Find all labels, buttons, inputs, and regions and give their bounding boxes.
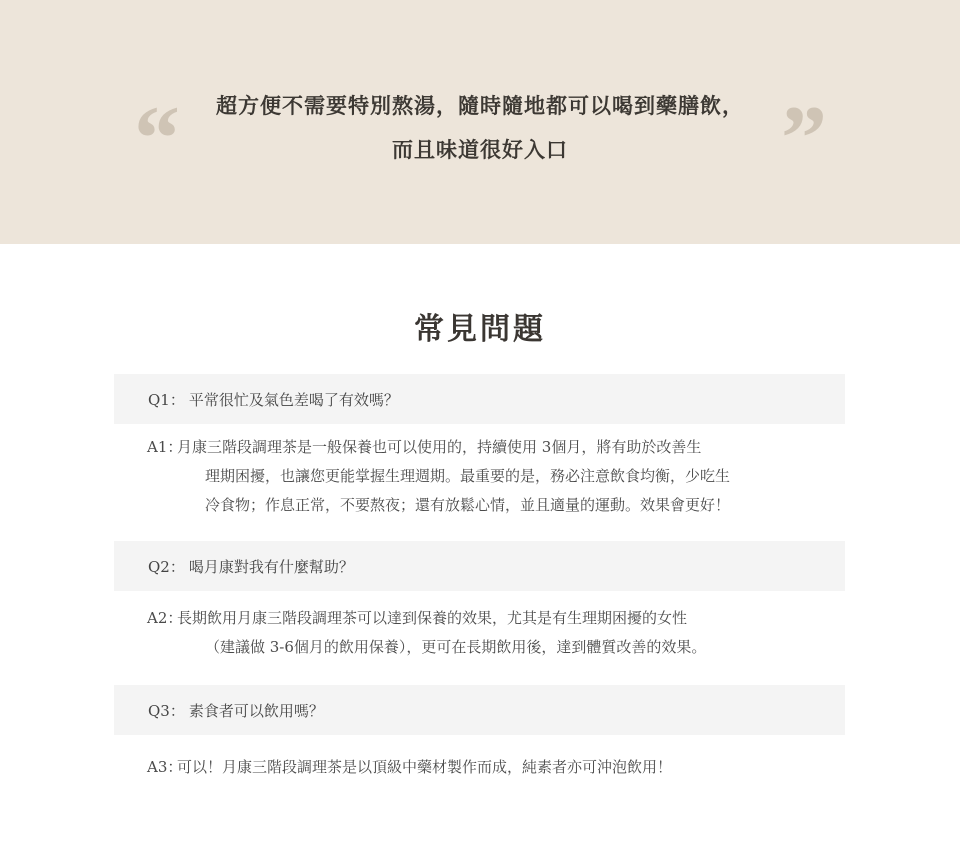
answer-label: A3： <box>147 758 183 776</box>
testimonial-line-1: 超方便不需要特別熬湯，隨時隨地都可以喝到藥膳飲， <box>216 93 744 118</box>
question-label: Q2： <box>148 558 185 576</box>
answer-line: 長期飲用月康三階段調理茶可以達到保養的效果，尤其是有生理期困擾的女性 <box>177 609 688 627</box>
question-text: 平常很忙及氣色差喝了有效嗎？ <box>188 391 399 409</box>
answer-line: （建議做 3-6個月的飲用保養），更可在長期飲用後，達到體質改善的效果。 <box>205 638 707 656</box>
answer-line: 冷食物；作息正常，不要熬夜；還有放鬆心情，並且適量的運動。效果會更好！ <box>205 496 731 514</box>
faq-title: 常見問題 <box>414 312 546 347</box>
faq-question-3 <box>114 685 845 735</box>
faq-question-2 <box>114 541 845 591</box>
answer-line: 月康三階段調理茶是一般保養也可以使用的，持續使用 3個月，將有助於改善生 <box>177 438 702 456</box>
question-label: Q3： <box>148 702 185 720</box>
answer-label: A2： <box>147 609 183 627</box>
question-text: 喝月康對我有什麼幫助？ <box>188 558 354 576</box>
question-label: Q1： <box>148 391 185 409</box>
answer-line: 理期困擾，也讓您更能掌握生理週期。最重要的是，務必注意飲食均衡，少吃生 <box>205 467 731 485</box>
testimonial-line-2: 而且味道很好入口 <box>392 137 568 162</box>
answer-line: 可以！月康三階段調理茶是以頂級中藥材製作而成，純素者亦可沖泡飲用！ <box>177 758 673 776</box>
open-quote-icon: “ <box>134 87 180 189</box>
faq-answer-2 <box>147 604 827 662</box>
faq-answer-3 <box>147 753 827 782</box>
faq-question-1 <box>114 374 845 424</box>
answer-label: A1： <box>147 438 183 456</box>
testimonial-banner <box>0 0 960 244</box>
question-text: 素食者可以飲用嗎？ <box>188 702 324 720</box>
close-quote-icon: ” <box>781 87 827 189</box>
faq-answer-1 <box>147 433 827 520</box>
